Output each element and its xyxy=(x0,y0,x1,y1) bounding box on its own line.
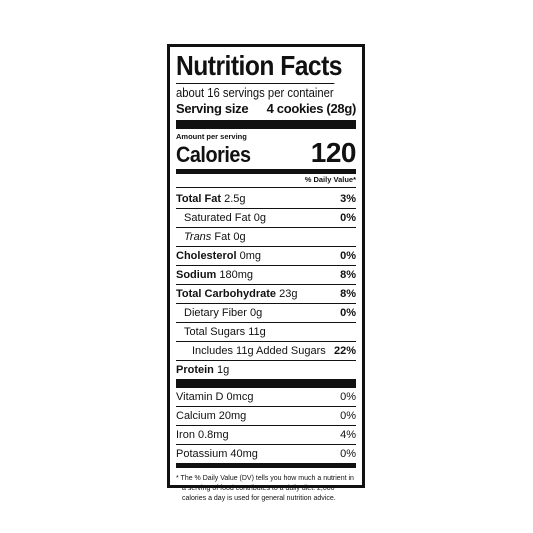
serving-size-value: 4 cookies (28g) xyxy=(266,101,356,116)
nutrient-amount: 2.5g xyxy=(224,193,246,205)
divider-thick xyxy=(176,120,356,129)
nutrient-dv: 0% xyxy=(340,250,356,262)
nutrient-amount: 180mg xyxy=(219,269,254,281)
nutrient-row-saturated-fat xyxy=(176,209,356,228)
calories-label: Calories xyxy=(176,142,251,167)
nutrient-row-protein xyxy=(176,361,356,379)
nutrient-amount: 0g xyxy=(250,307,263,319)
vitamin-dv: 0% xyxy=(340,410,356,422)
nutrient-label: Dietary Fiber xyxy=(184,307,247,319)
nutrient-amount: 1g xyxy=(216,364,230,376)
nutrient-label: Sodium xyxy=(176,269,217,281)
nutrition-facts-label xyxy=(167,44,365,502)
label-title: Nutrition Facts xyxy=(176,51,334,84)
vitamin-row-vitamin-d xyxy=(176,388,356,407)
nutrient-dv: 8% xyxy=(340,269,356,281)
nutrient-label: Protein xyxy=(176,364,214,376)
vitamin-row-potassium xyxy=(176,445,356,463)
nutrient-dv: 22% xyxy=(333,345,356,357)
serving-size-row xyxy=(176,101,356,117)
nutrient-rows xyxy=(176,190,356,379)
divider-thick-vitamins xyxy=(176,379,356,388)
nutrient-row-total-sugars xyxy=(176,323,356,342)
nutrient-dv: 0% xyxy=(340,212,356,224)
nutrient-dv: 0% xyxy=(340,307,356,319)
nutrient-label: Trans xyxy=(184,231,212,243)
nutrient-row-trans-fat xyxy=(176,228,356,247)
nutrient-amount: 11g xyxy=(248,326,266,338)
footnote: * The % Daily Value (DV) tells you how much a nutrient in a serving of food contributes to a daily diet. 2,000 calories a day is used for general nutrition advice. xyxy=(176,475,354,502)
servings-per-container: about 16 servings per container xyxy=(176,86,334,100)
vitamin-dv: 0% xyxy=(340,448,356,460)
vitamin-label: Iron 0.8mg xyxy=(176,429,229,441)
vitamin-label: Vitamin D 0mcg xyxy=(176,391,254,403)
divider-bottom xyxy=(176,463,356,468)
calories-value: 120 xyxy=(310,137,356,168)
nutrient-amount: Fat 0g xyxy=(214,231,246,243)
calories-row xyxy=(176,137,356,168)
daily-value-header: % Daily Value* xyxy=(176,174,356,188)
nutrient-label: Total Fat xyxy=(176,193,222,205)
serving-size-label: Serving size xyxy=(176,101,249,116)
nutrient-row-dietary-fiber xyxy=(176,304,356,323)
amount-per-serving: Amount per serving xyxy=(176,132,247,141)
nutrient-row-total-fat xyxy=(176,190,356,209)
vitamin-row-iron xyxy=(176,426,356,445)
vitamin-label: Potassium 40mg xyxy=(176,448,258,460)
nutrient-row-added-sugars xyxy=(176,342,356,361)
nutrient-amount: 23g xyxy=(279,288,298,300)
nutrient-amount: 0g xyxy=(253,212,266,224)
vitamin-dv: 4% xyxy=(340,429,356,441)
nutrient-row-cholesterol xyxy=(176,247,356,266)
nutrient-row-total-carbohydrate xyxy=(176,285,356,304)
vitamin-label: Calcium 20mg xyxy=(176,410,247,422)
nutrient-label: Total Sugars xyxy=(184,326,246,338)
nutrient-label: Includes 11g Added Sugars xyxy=(192,345,326,357)
nutrient-amount: 0mg xyxy=(239,250,261,262)
nutrient-label: Total Carbohydrate xyxy=(176,288,277,300)
nutrient-row-sodium xyxy=(176,266,356,285)
nutrient-label: Saturated Fat xyxy=(184,212,251,224)
nutrient-dv: 3% xyxy=(340,193,356,205)
vitamin-dv: 0% xyxy=(340,391,356,403)
nutrient-label: Cholesterol xyxy=(176,250,237,262)
vitamin-row-calcium xyxy=(176,407,356,426)
nutrient-dv: 8% xyxy=(340,288,356,300)
